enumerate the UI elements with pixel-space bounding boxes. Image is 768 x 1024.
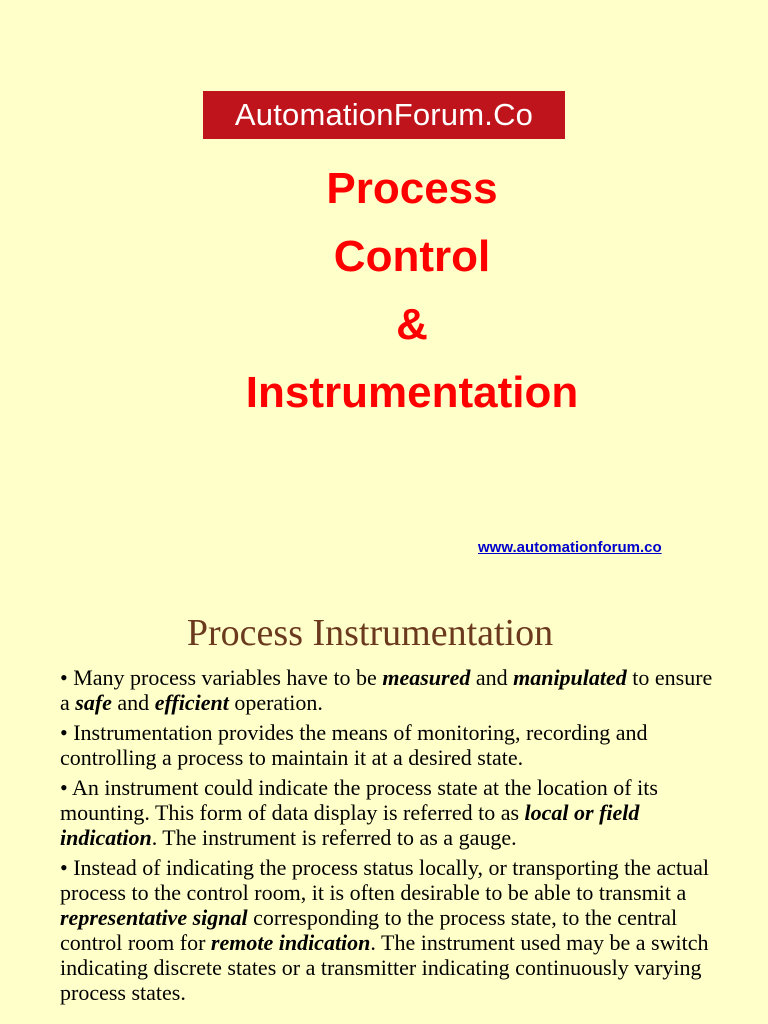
bullet-4-text: . The instrument used may be a switch indicating discrete states or a transmitter indicating continuously varying process states.: [60, 930, 709, 1005]
emphasis-manipulated: manipulated: [513, 665, 627, 690]
bullet-1-text: • Many process variables have to be: [60, 665, 383, 690]
bullet-4: [60, 855, 720, 1005]
title-line-3: &: [396, 300, 428, 349]
brand-logo: AutomationForum.Co: [203, 91, 565, 139]
bullet-4-text: corresponding to the process state, to the central control room for: [60, 905, 678, 955]
website-link[interactable]: www.automationforum.co: [478, 539, 662, 556]
bullet-1-text: and: [111, 690, 155, 715]
section-body: [60, 665, 720, 1010]
emphasis-safe: safe: [75, 690, 112, 715]
bullet-1-text: and: [470, 665, 514, 690]
section-heading: Process Instrumentation: [186, 612, 554, 654]
bullet-2: [60, 720, 720, 770]
bullet-1: [60, 665, 720, 715]
bullet-4-text: • Instead of indicating the process status locally, or transporting the actual process to the control room, it is often desirable to be able to transmit a: [60, 855, 709, 905]
emphasis-local-indication: local or field indication: [60, 800, 640, 850]
bullet-3-text: . The instrument is referred to as a gauge.: [151, 825, 517, 850]
page-title: [0, 155, 768, 427]
bullet-3-text: • An instrument could indicate the process state at the location of its mounting. This form of data display is referred to as: [60, 775, 658, 825]
bullet-2-text: • Instrumentation provides the means of monitoring, recording and controlling a process to maintain it at a desired state.: [60, 720, 648, 770]
emphasis-efficient: efficient: [154, 690, 229, 715]
title-line-4: Instrumentation: [245, 368, 579, 417]
bullet-1-text: to ensure a: [60, 665, 713, 715]
emphasis-remote-indication: remote indication: [210, 930, 371, 955]
bullet-1-text: operation.: [228, 690, 323, 715]
bullet-3: [60, 775, 720, 850]
emphasis-measured: measured: [382, 665, 471, 690]
title-line-1: Process: [326, 164, 498, 213]
emphasis-representative-signal: representative signal: [60, 905, 248, 930]
title-line-2: Control: [333, 232, 491, 281]
